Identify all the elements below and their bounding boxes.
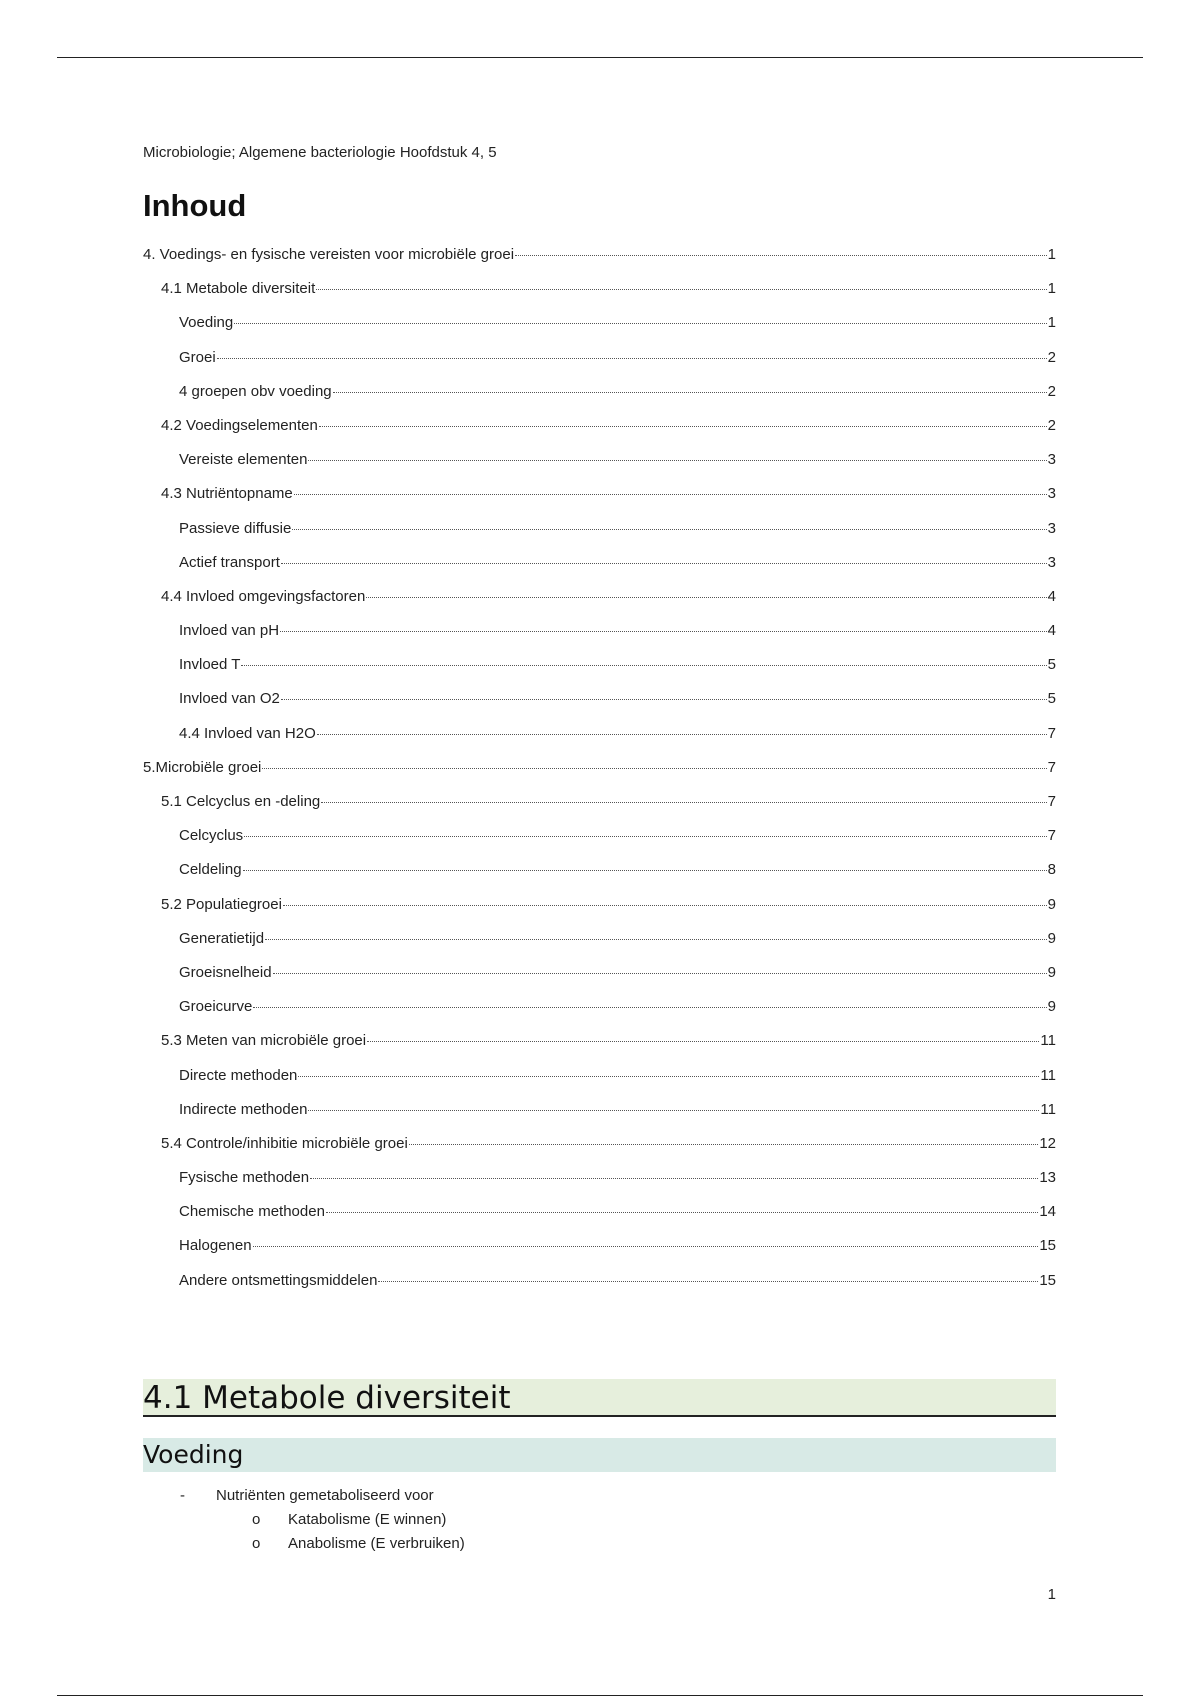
toc-entry-page: 3	[1047, 519, 1056, 537]
toc-entry-page: 5	[1047, 690, 1056, 708]
toc-dot-leader	[298, 1061, 1039, 1077]
toc-entry-page: 13	[1039, 1169, 1056, 1187]
toc-dot-leader	[265, 924, 1047, 940]
toc-dot-leader	[515, 240, 1047, 256]
toc-entry[interactable]	[143, 585, 1056, 619]
toc-entry-page: 11	[1040, 1100, 1056, 1118]
list-item	[143, 1531, 1056, 1555]
toc-entry[interactable]	[143, 619, 1056, 653]
toc-dot-leader	[319, 411, 1047, 427]
toc-entry-text: 5.2 Populatiegroei	[161, 895, 282, 913]
toc-entry-page: 12	[1039, 1134, 1056, 1152]
toc-entry-text: 5.1 Celcyclus en -deling	[161, 793, 321, 810]
toc-entry-page: 15	[1039, 1237, 1056, 1255]
toc-dot-leader	[217, 343, 1047, 359]
toc-entry[interactable]	[143, 1200, 1056, 1234]
toc-dot-leader	[234, 308, 1046, 324]
toc-entry[interactable]	[143, 687, 1056, 721]
toc-dot-leader	[281, 548, 1047, 564]
toc-entry-text: Indirecte methoden	[179, 1100, 308, 1118]
toc-entry-text: 4.2 Voedingselementen	[161, 416, 318, 434]
toc-entry[interactable]	[143, 1098, 1056, 1132]
toc-entry[interactable]	[143, 551, 1056, 585]
toc-dot-leader	[308, 445, 1046, 461]
toc-dot-leader	[243, 855, 1047, 871]
toc-entry-text: Actief transport	[179, 553, 280, 571]
bullet-marker: o	[252, 1534, 261, 1552]
document-header: Microbiologie; Algemene bacteriologie Hoofdstuk 4, 5	[143, 144, 497, 161]
toc-dot-leader	[367, 1026, 1039, 1042]
toc-entry-page: 9	[1047, 929, 1056, 947]
bullet-list	[143, 1483, 1056, 1555]
table-of-contents	[143, 243, 1056, 1303]
toc-entry-text: 4.4 Invloed van H2O	[179, 724, 316, 742]
toc-entry[interactable]	[143, 995, 1056, 1029]
list-item-text: Katabolisme (E winnen)	[288, 1510, 447, 1528]
toc-entry[interactable]	[143, 346, 1056, 380]
toc-dot-leader	[253, 992, 1046, 1008]
toc-entry-page: 4	[1047, 587, 1056, 605]
toc-entry-text: Groeicurve	[179, 998, 253, 1016]
toc-entry-page: 2	[1047, 382, 1056, 400]
toc-entry-text: Passieve diffusie	[179, 519, 292, 537]
toc-dot-leader	[409, 1129, 1039, 1145]
toc-entry-text: Celcyclus	[179, 827, 244, 845]
toc-entry-page: 3	[1047, 451, 1056, 469]
toc-entry[interactable]	[143, 414, 1056, 448]
toc-dot-leader	[253, 1231, 1039, 1247]
list-item	[143, 1483, 1056, 1507]
toc-entry-page: 7	[1047, 758, 1056, 776]
toc-entry[interactable]	[143, 1166, 1056, 1200]
toc-entry[interactable]	[143, 1234, 1056, 1268]
toc-entry-text: 4 groepen obv voeding	[179, 382, 332, 400]
section-heading: 4.1 Metabole diversiteit	[143, 1379, 1056, 1417]
toc-entry-text: 5.4 Controle/inhibitie microbiële groei	[161, 1134, 408, 1152]
toc-entry[interactable]	[143, 1132, 1056, 1166]
toc-entry[interactable]	[143, 824, 1056, 858]
toc-entry[interactable]	[143, 653, 1056, 687]
toc-entry[interactable]	[143, 277, 1056, 311]
toc-entry-text: Halogenen	[179, 1237, 252, 1255]
toc-entry-text: Fysische methoden	[179, 1169, 310, 1187]
toc-entry-text: Generatietijd	[179, 929, 265, 947]
toc-dot-leader	[262, 753, 1046, 769]
toc-entry-page: 15	[1039, 1271, 1056, 1289]
toc-entry-page: 9	[1047, 998, 1056, 1016]
list-item-text: Anabolisme (E verbruiken)	[288, 1534, 465, 1552]
toc-dot-leader	[366, 582, 1046, 598]
toc-entry[interactable]	[143, 927, 1056, 961]
toc-entry-text: Groeisnelheid	[179, 963, 272, 981]
toc-entry[interactable]	[143, 961, 1056, 995]
toc-dot-leader	[244, 821, 1046, 837]
top-page-border	[57, 57, 1143, 58]
toc-entry-text: Andere ontsmettingsmiddelen	[179, 1271, 378, 1289]
toc-dot-leader	[321, 787, 1046, 803]
toc-entry[interactable]	[143, 722, 1056, 756]
toc-entry[interactable]	[143, 893, 1056, 927]
toc-entry-text: 4.1 Metabole diversiteit	[161, 280, 316, 298]
toc-dot-leader	[316, 274, 1046, 290]
toc-entry-page: 2	[1047, 416, 1056, 434]
toc-entry-page: 7	[1047, 793, 1056, 810]
toc-entry-text: Voeding	[179, 314, 234, 332]
toc-entry[interactable]	[143, 790, 1056, 824]
toc-entry-page: 5	[1047, 656, 1056, 674]
toc-entry-text: Invloed van O2	[179, 690, 280, 708]
toc-entry-page: 1	[1047, 314, 1056, 332]
toc-entry-text: Directe methoden	[179, 1066, 298, 1084]
toc-entry[interactable]	[143, 311, 1056, 345]
toc-entry[interactable]	[143, 1029, 1056, 1063]
toc-entry[interactable]	[143, 482, 1056, 516]
bullet-marker: -	[180, 1486, 185, 1504]
subsection-heading: Voeding	[143, 1438, 1056, 1472]
toc-entry-page: 3	[1047, 553, 1056, 571]
toc-entry-page: 9	[1047, 895, 1056, 913]
toc-entry-text: 4. Voedings- en fysische vereisten voor microbiële groei	[143, 246, 515, 263]
toc-entry-page: 7	[1047, 827, 1056, 845]
toc-dot-leader	[281, 684, 1047, 700]
toc-entry[interactable]	[143, 1064, 1056, 1098]
toc-entry-text: 5.3 Meten van microbiële groei	[161, 1032, 367, 1050]
bottom-page-border	[57, 1695, 1143, 1696]
toc-entry-text: Groei	[179, 348, 216, 366]
toc-entry-page: 4	[1047, 622, 1056, 640]
toc-entry-page: 9	[1047, 963, 1056, 981]
toc-entry-text: 5.Microbiële groei	[143, 758, 262, 776]
toc-entry-page: 11	[1040, 1032, 1056, 1050]
toc-dot-leader	[241, 650, 1046, 666]
toc-entry-text: 4.4 Invloed omgevingsfactoren	[161, 587, 366, 605]
toc-dot-leader	[294, 479, 1047, 495]
toc-entry[interactable]	[143, 448, 1056, 482]
toc-entry[interactable]	[143, 858, 1056, 892]
toc-entry-text: Invloed T	[179, 656, 241, 674]
toc-dot-leader	[378, 1266, 1038, 1282]
toc-entry-text: Invloed van pH	[179, 622, 280, 640]
toc-entry-text: Vereiste elementen	[179, 451, 308, 469]
toc-dot-leader	[310, 1163, 1038, 1179]
toc-dot-leader	[292, 514, 1046, 530]
toc-dot-leader	[317, 719, 1047, 735]
toc-entry-page: 11	[1040, 1066, 1056, 1084]
toc-entry-page: 1	[1047, 280, 1056, 298]
toc-entry-page: 8	[1047, 861, 1056, 879]
toc-entry-page: 7	[1047, 724, 1056, 742]
toc-dot-leader	[283, 890, 1047, 906]
toc-dot-leader	[333, 377, 1047, 393]
toc-dot-leader	[326, 1197, 1038, 1213]
toc-entry-page: 3	[1047, 485, 1056, 503]
page-number: 1	[1047, 1586, 1056, 1603]
list-item-text: Nutriënten gemetaboliseerd voor	[216, 1486, 434, 1504]
toc-dot-leader	[273, 958, 1047, 974]
toc-entry[interactable]	[143, 243, 1056, 277]
toc-entry-page: 14	[1039, 1203, 1056, 1221]
toc-entry[interactable]	[143, 380, 1056, 414]
list-item	[143, 1507, 1056, 1531]
toc-entry[interactable]	[143, 756, 1056, 790]
toc-entry-text: 4.3 Nutriëntopname	[161, 485, 293, 503]
toc-dot-leader	[308, 1095, 1039, 1111]
bullet-marker: o	[252, 1510, 261, 1528]
toc-entry-text: Chemische methoden	[179, 1203, 325, 1221]
toc-entry[interactable]	[143, 1269, 1056, 1303]
toc-title: Inhoud	[143, 188, 247, 223]
toc-entry-text: Celdeling	[179, 861, 242, 879]
toc-entry-page: 1	[1047, 246, 1056, 263]
toc-entry-page: 2	[1047, 348, 1056, 366]
toc-dot-leader	[280, 616, 1047, 632]
toc-entry[interactable]	[143, 517, 1056, 551]
